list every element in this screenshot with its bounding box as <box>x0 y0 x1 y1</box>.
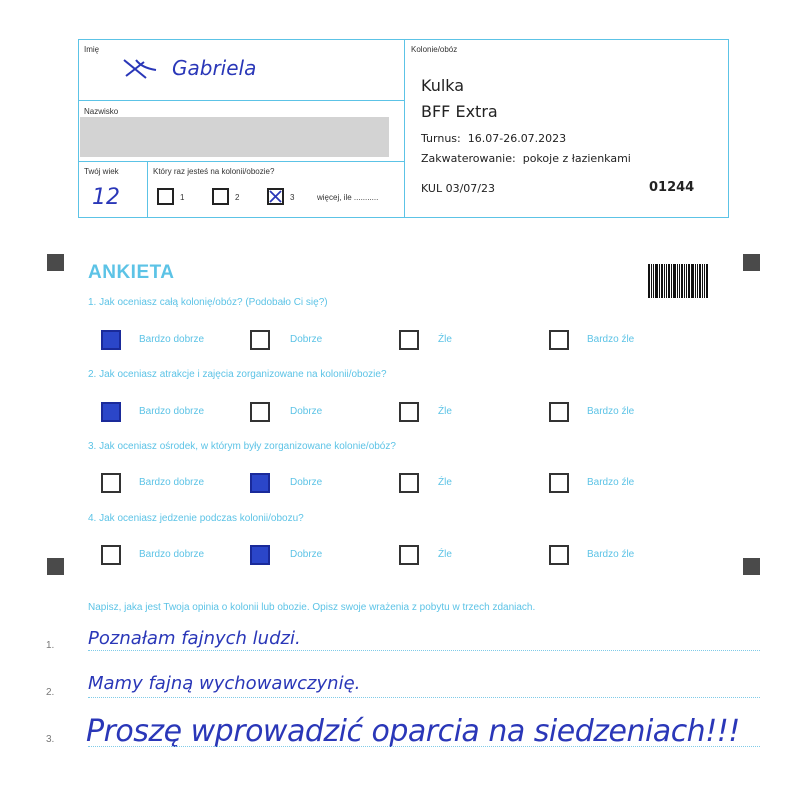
registration-marker <box>743 254 760 271</box>
barcode-bar <box>684 264 685 298</box>
question-text: 2. Jak oceniasz atrakcje i zajęcia zorganizowane na kolonii/obozie? <box>88 369 387 380</box>
check-cross-icon <box>269 190 282 203</box>
question-text: 4. Jak oceniasz jedzenie podczas kolonii/obozu? <box>88 513 304 524</box>
turnus-row <box>421 132 566 145</box>
times-option-label: 3 <box>290 193 295 202</box>
camp-program: BFF Extra <box>421 102 498 121</box>
turnus-value: 16.07-26.07.2023 <box>467 132 567 145</box>
barcode-bar <box>671 264 672 298</box>
line-number: 3. <box>46 734 55 745</box>
camp-label: Kolonie/obóz <box>411 45 458 54</box>
barcode-bar <box>688 264 690 298</box>
rating-checkbox-1[interactable] <box>101 473 121 493</box>
answer-line <box>88 697 760 698</box>
survey-title: ANKIETA <box>88 262 175 283</box>
barcode-bar <box>677 264 678 298</box>
rating-checkbox-3[interactable] <box>399 545 419 565</box>
times-option-label: 1 <box>180 193 185 202</box>
times-option-label: więcej, ile ........... <box>317 193 379 202</box>
barcode-bar <box>702 264 703 298</box>
header-divider <box>79 161 404 162</box>
rating-checkbox-2[interactable] <box>250 473 270 493</box>
turnus-label: Turnus: <box>421 132 461 145</box>
answer-line <box>88 746 760 747</box>
question-text: 1. Jak oceniasz całą kolonię/obóz? (Podobało Ci się?) <box>88 297 328 308</box>
rating-checkbox-4[interactable] <box>549 402 569 422</box>
name-field[interactable]: Gabriela <box>172 56 257 80</box>
barcode-bar <box>655 264 658 298</box>
rating-checkbox-2[interactable] <box>250 402 270 422</box>
camp-name: Kulka <box>421 76 465 95</box>
form-number: 01244 <box>649 180 695 195</box>
rating-checkbox-3[interactable] <box>399 330 419 350</box>
question-text: 3. Jak oceniasz ośrodek, w którym były zorganizowane kolonie/obóz? <box>88 441 396 452</box>
rating-option-label: Bardzo dobrze <box>139 477 205 488</box>
times-label: Który raz jesteś na kolonii/obozie? <box>153 167 275 176</box>
opinion-answer-2[interactable]: Mamy fajną wychowawczynię. <box>88 673 361 694</box>
crossed-out-text <box>122 56 162 80</box>
rating-checkbox-1[interactable] <box>101 545 121 565</box>
registration-marker <box>743 558 760 575</box>
barcode-bar <box>653 264 654 298</box>
barcode-bar <box>648 264 650 298</box>
rating-option-label: Bardzo dobrze <box>139 549 205 560</box>
scribble-icon <box>122 56 162 80</box>
surname-label: Nazwisko <box>84 107 119 116</box>
rating-checkbox-1[interactable] <box>101 402 121 422</box>
opinion-answer-1[interactable]: Poznałam fajnych ludzi. <box>88 628 301 649</box>
accommodation-label: Zakwaterowanie: <box>421 152 516 165</box>
rating-checkbox-2[interactable] <box>250 330 270 350</box>
barcode-bar <box>704 264 705 298</box>
rating-option-label: Źle <box>438 406 452 417</box>
rating-checkbox-4[interactable] <box>549 545 569 565</box>
times-checkbox-1[interactable] <box>157 188 174 205</box>
name-label: Imię <box>84 45 100 54</box>
rating-option-label: Dobrze <box>290 549 323 560</box>
header-divider <box>147 161 148 217</box>
rating-checkbox-4[interactable] <box>549 330 569 350</box>
times-checkbox-2[interactable] <box>212 188 229 205</box>
barcode-bar <box>666 264 667 298</box>
rating-option-label: Źle <box>438 477 452 488</box>
rating-checkbox-4[interactable] <box>549 473 569 493</box>
rating-option-label: Bardzo źle <box>587 549 635 560</box>
times-option-label: 2 <box>235 193 240 202</box>
barcode-bar <box>661 264 663 298</box>
header-divider <box>79 100 404 101</box>
rating-option-label: Źle <box>438 334 452 345</box>
accommodation-row <box>421 152 631 165</box>
rating-checkbox-1[interactable] <box>101 330 121 350</box>
rating-option-label: Bardzo źle <box>587 334 635 345</box>
barcode-bar <box>668 264 670 298</box>
barcode-bar <box>673 264 676 298</box>
rating-option-label: Dobrze <box>290 406 323 417</box>
barcode-bar <box>695 264 696 298</box>
line-number: 1. <box>46 640 55 651</box>
barcode-bar <box>699 264 701 298</box>
answer-line <box>88 650 760 651</box>
rating-option-label: Bardzo dobrze <box>139 334 205 345</box>
barcode-bar <box>686 264 687 298</box>
barcode-bar <box>691 264 694 298</box>
opinion-prompt: Napisz, jaka jest Twoja opinia o kolonii lub obozie. Opisz swoje wrażenia z pobytu w trzech zdaniach. <box>88 602 536 613</box>
barcode-bar <box>664 264 665 298</box>
rating-option-label: Źle <box>438 549 452 560</box>
rating-option-label: Bardzo dobrze <box>139 406 205 417</box>
opinion-answer-3[interactable]: Proszę wprowadzić oparcia na siedzeniach!!! <box>86 714 740 749</box>
age-label: Twój wiek <box>84 167 119 176</box>
rating-option-label: Dobrze <box>290 477 323 488</box>
barcode <box>648 264 709 298</box>
camp-code: KUL 03/07/23 <box>421 182 495 195</box>
barcode-bar <box>681 264 683 298</box>
registration-marker <box>47 254 64 271</box>
rating-checkbox-2[interactable] <box>250 545 270 565</box>
line-number: 2. <box>46 687 55 698</box>
rating-option-label: Bardzo źle <box>587 477 635 488</box>
registration-marker <box>47 558 64 575</box>
surname-redacted <box>80 117 389 157</box>
age-field[interactable]: 12 <box>92 185 120 210</box>
rating-option-label: Bardzo źle <box>587 406 635 417</box>
barcode-bar <box>706 264 708 298</box>
header-divider <box>404 40 405 217</box>
rating-option-label: Dobrze <box>290 334 323 345</box>
rating-checkbox-3[interactable] <box>399 473 419 493</box>
rating-checkbox-3[interactable] <box>399 402 419 422</box>
times-checkbox-3[interactable] <box>267 188 284 205</box>
barcode-bar <box>679 264 680 298</box>
barcode-bar <box>659 264 660 298</box>
accommodation-value: pokoje z łazienkami <box>522 152 631 165</box>
barcode-bar <box>651 264 652 298</box>
barcode-bar <box>697 264 698 298</box>
